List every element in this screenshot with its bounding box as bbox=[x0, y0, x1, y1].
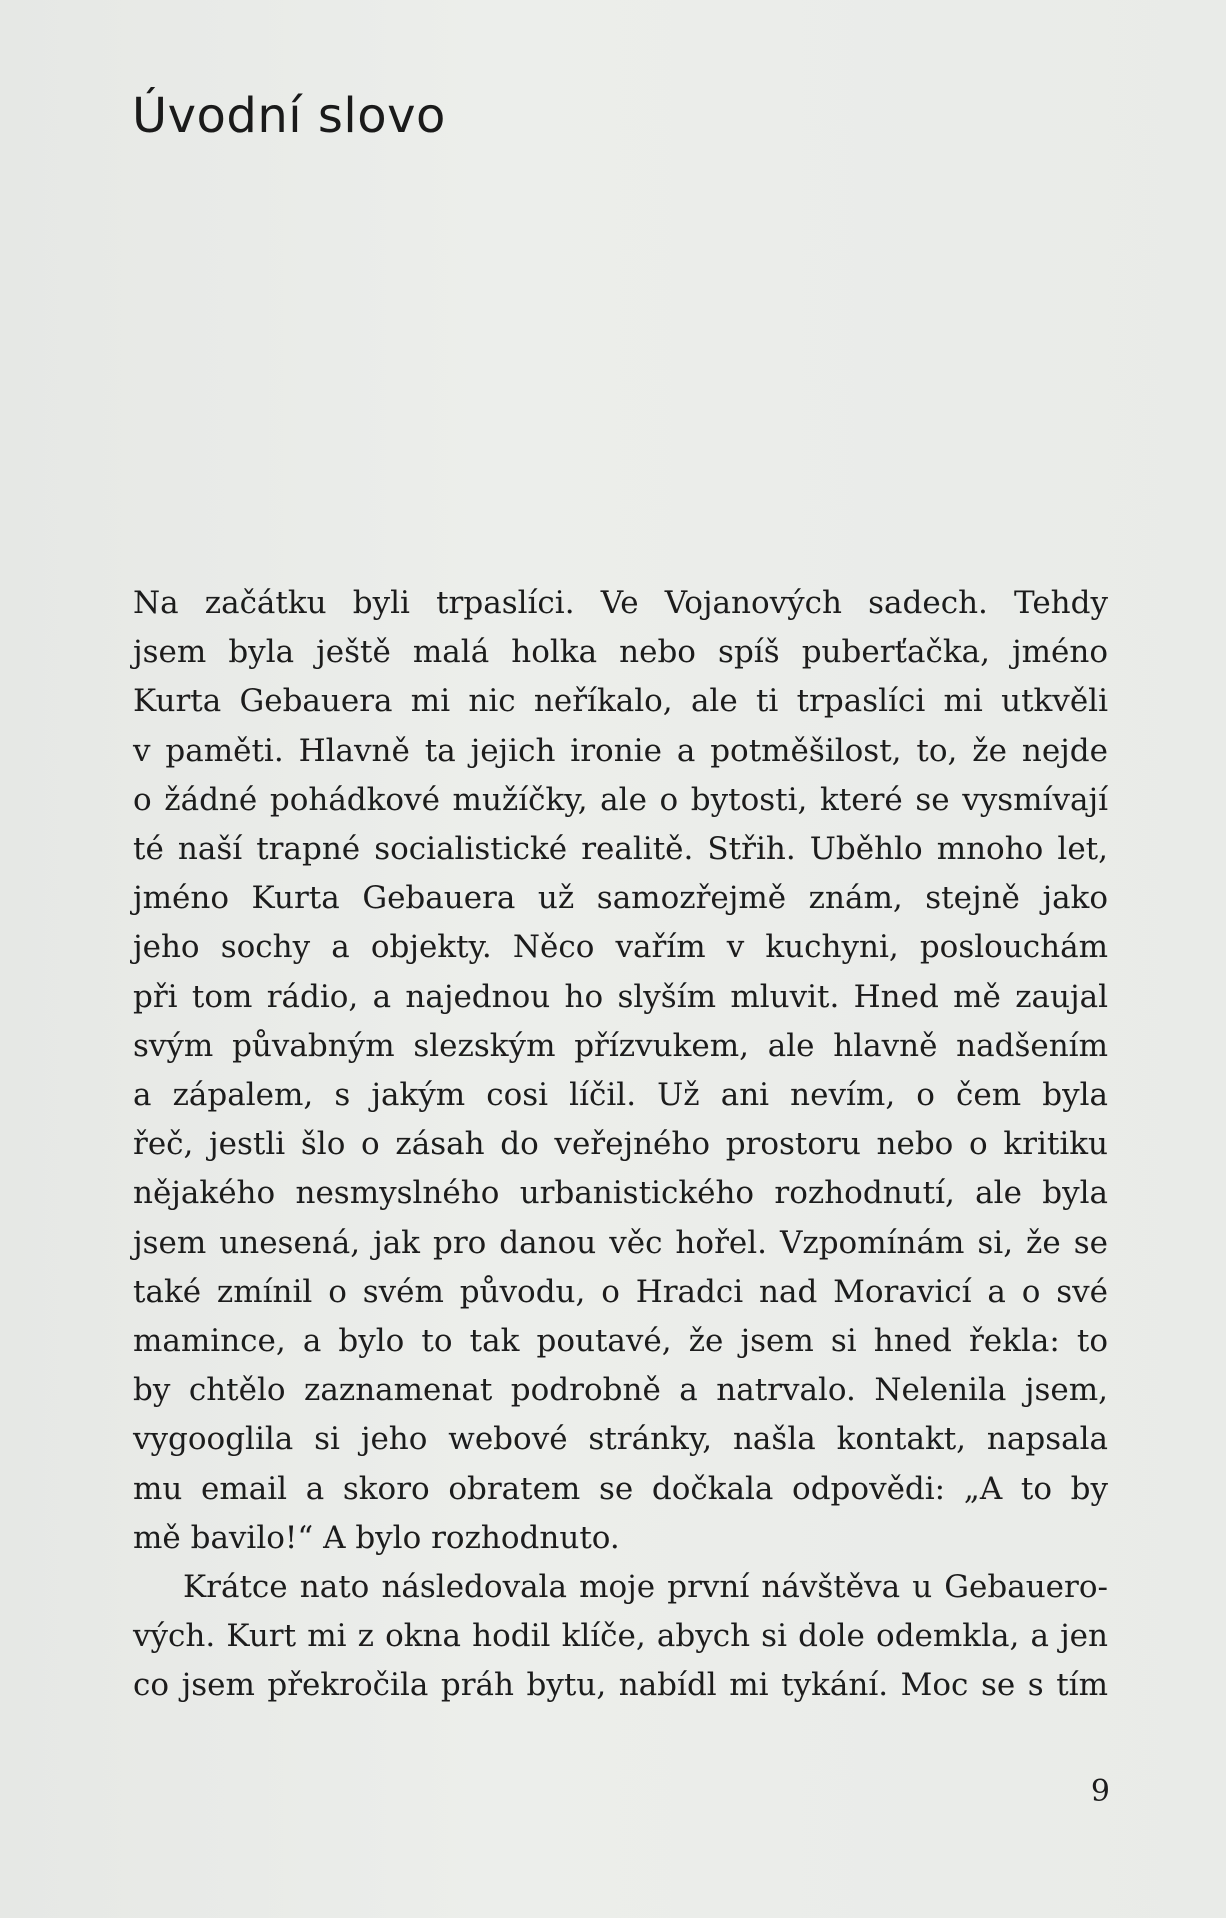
text-line: řeč, jestli šlo o zásah do veřejného prostoru nebo o kritiku bbox=[133, 1126, 1108, 1163]
text-line: při tom rádio, a najednou ho slyším mluvit. Hned mě zaujal bbox=[133, 978, 1108, 1015]
text-line: nějakého nesmyslného urbanistického rozhodnutí, ale byla bbox=[133, 1175, 1108, 1212]
text-line: a zápalem, s jakým cosi líčil. Už ani nevím, o čem byla bbox=[133, 1077, 1108, 1114]
text-line: vygooglila si jeho webové stránky, našla kontakt, napsala bbox=[133, 1421, 1108, 1458]
body-text bbox=[133, 579, 1108, 1711]
text-line: vých. Kurt mi z okna hodil klíče, abych si dole odemkla, a jen bbox=[133, 1618, 1108, 1655]
paragraph bbox=[133, 1563, 1108, 1711]
paragraph bbox=[133, 579, 1108, 1563]
text-line: svým půvabným slezským přízvukem, ale hlavně nadšením bbox=[133, 1027, 1108, 1064]
text-line: o žádné pohádkové mužíčky, ale o bytosti, které se vysmívají bbox=[133, 781, 1108, 818]
text-line: by chtělo zaznamenat podrobně a natrvalo. Nelenila jsem, bbox=[133, 1372, 1108, 1409]
text-line: mu email a skoro obratem se dočkala odpovědi: „A to by bbox=[133, 1470, 1108, 1507]
text-line: mě bavilo!“ A bylo rozhodnuto. bbox=[133, 1519, 620, 1556]
text-line: v paměti. Hlavně ta jejich ironie a potměšilost, to, že nejde bbox=[133, 732, 1108, 769]
chapter-title: Úvodní slovo bbox=[132, 88, 446, 144]
page-number: 9 bbox=[1090, 1774, 1110, 1809]
text-line: jsem byla ještě malá holka nebo spíš puberťačka, jméno bbox=[133, 634, 1108, 671]
text-line: té naší trapné socialistické realitě. Střih. Uběhlo mnoho let, bbox=[133, 831, 1108, 868]
text-line: Krátce nato následovala moje první návštěva u Gebauero- bbox=[183, 1569, 1108, 1606]
text-line: mamince, a bylo to tak poutavé, že jsem si hned řekla: to bbox=[133, 1323, 1108, 1360]
text-line: Na začátku byli trpaslíci. Ve Vojanových sadech. Tehdy bbox=[133, 585, 1108, 621]
text-line: jméno Kurta Gebauera už samozřejmě znám, stejně jako bbox=[133, 880, 1108, 917]
text-line: také zmínil o svém původu, o Hradci nad Moravicí a o své bbox=[133, 1273, 1108, 1310]
text-line: jsem unesená, jak pro danou věc hořel. Vzpomínám si, že se bbox=[133, 1224, 1108, 1261]
text-line: jeho sochy a objekty. Něco vařím v kuchyni, poslouchám bbox=[133, 929, 1108, 966]
text-line: Kurta Gebauera mi nic neříkalo, ale ti trpaslíci mi utkvěli bbox=[133, 683, 1108, 720]
text-line: co jsem překročila práh bytu, nabídl mi tykání. Moc se s tím bbox=[133, 1667, 1108, 1704]
